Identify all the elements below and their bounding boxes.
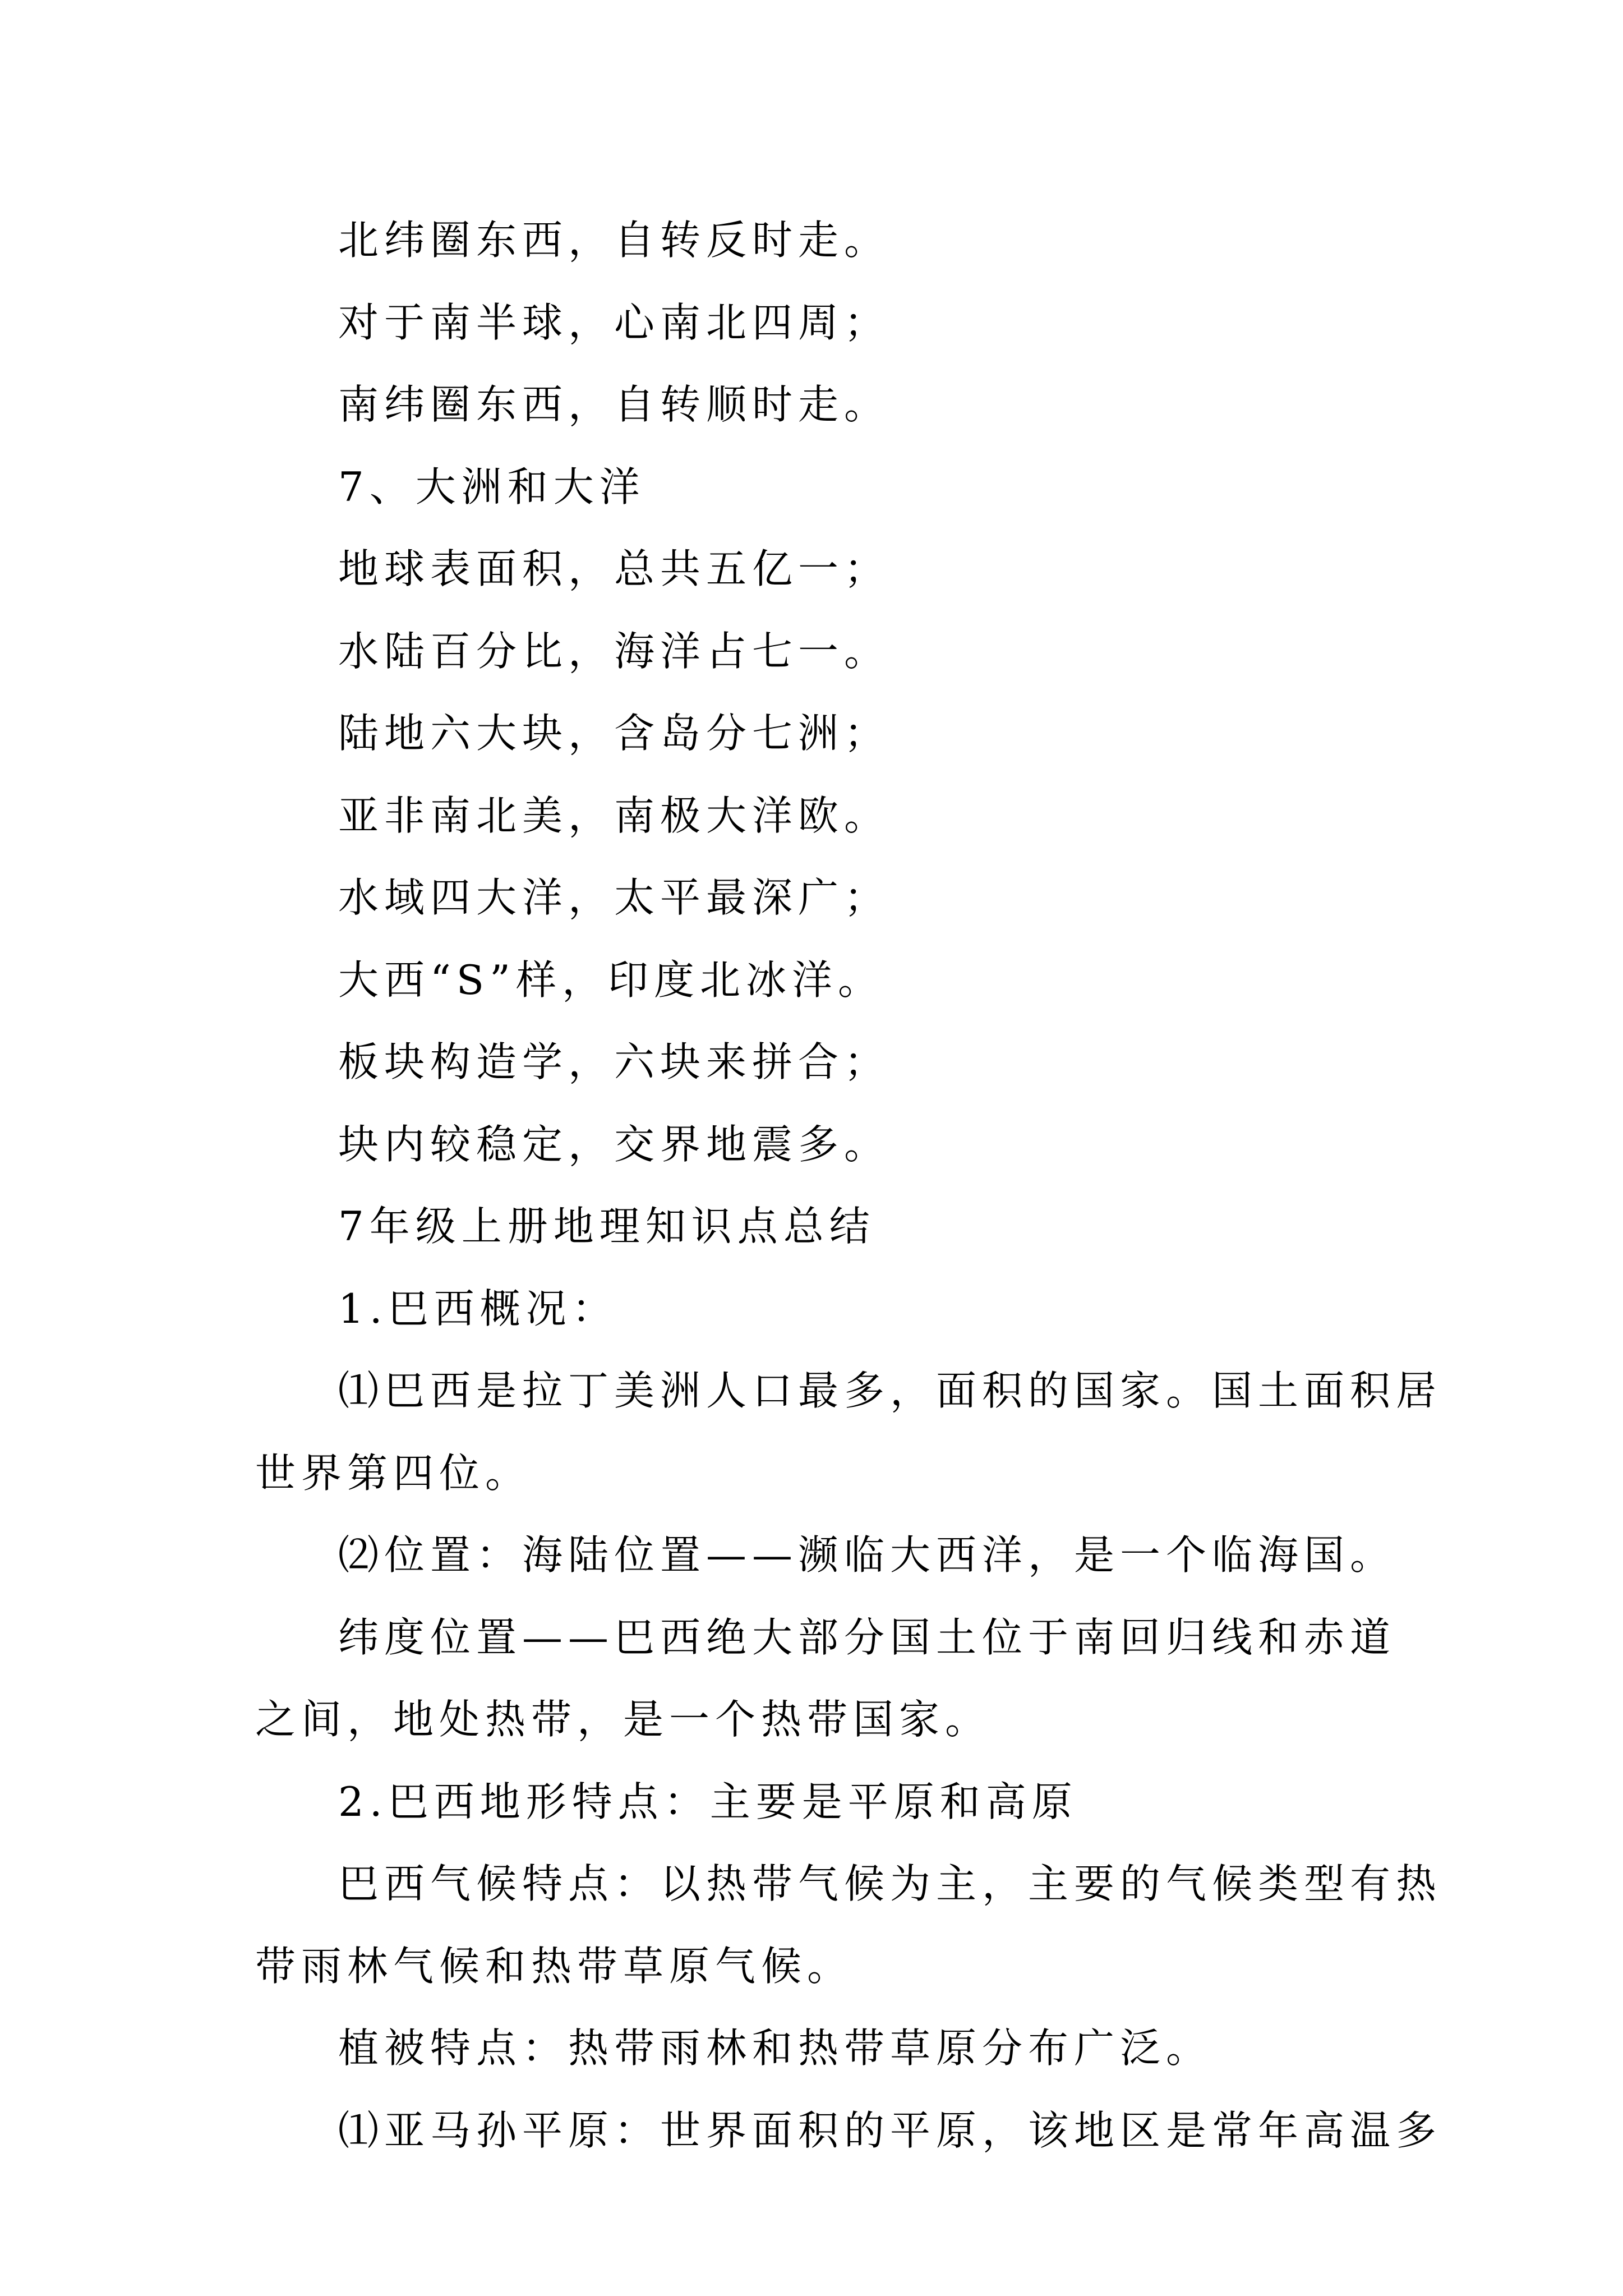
paragraph-line: 植被特点：热带雨林和热带草原分布广泛。 — [338, 2024, 1212, 2072]
section-heading: 7、大洲和大洋 — [338, 463, 645, 510]
text-line: 北纬圈东西，自转反时走。 — [338, 217, 891, 264]
paragraph-line: ⑴巴西是拉丁美洲人口最多，面积的国家。国土面积居 — [338, 1367, 1442, 1414]
paragraph-line: 世界第四位。 — [255, 1449, 532, 1497]
text-line: 大西“S”样，印度北冰洋。 — [338, 956, 884, 1004]
paragraph-line: 纬度位置——巴西绝大部分国土位于南回归线和赤道 — [338, 1613, 1396, 1661]
text-line: 板块构造学，六块来拼合； — [338, 1038, 891, 1085]
section-heading: 1.巴西概况： — [338, 1285, 618, 1332]
text-line: 南纬圈东西，自转顺时走。 — [338, 381, 891, 428]
text-line: 陆地六大块，含岛分七洲； — [338, 710, 891, 757]
paragraph-line: ⑴亚马孙平原：世界面积的平原，该地区是常年高温多 — [338, 2106, 1442, 2154]
text-line: 块内较稳定，交界地震多。 — [338, 1120, 891, 1168]
paragraph-line: 带雨林气候和热带草原气候。 — [255, 1942, 854, 1990]
text-line: 地球表面积，总共五亿一； — [338, 545, 891, 592]
text-line: 水陆百分比，海洋占七一。 — [338, 627, 891, 675]
paragraph-line: ⑵位置：海陆位置——濒临大西洋，是一个临海国。 — [338, 1531, 1396, 1579]
text-line: 亚非南北美，南极大洋欧。 — [338, 792, 891, 839]
document-body — [255, 199, 1442, 2171]
section-heading: 7年级上册地理知识点总结 — [338, 1203, 875, 1250]
text-line: 水域四大洋，太平最深广； — [338, 874, 891, 921]
paragraph-line: 巴西气候特点：以热带气候为主，主要的气候类型有热 — [338, 1860, 1442, 1907]
paragraph-line: 之间，地处热带，是一个热带国家。 — [255, 1696, 992, 1743]
section-heading: 2.巴西地形特点：主要是平原和高原 — [338, 1778, 1078, 1825]
text-line: 对于南半球，心南北四周； — [338, 298, 891, 346]
